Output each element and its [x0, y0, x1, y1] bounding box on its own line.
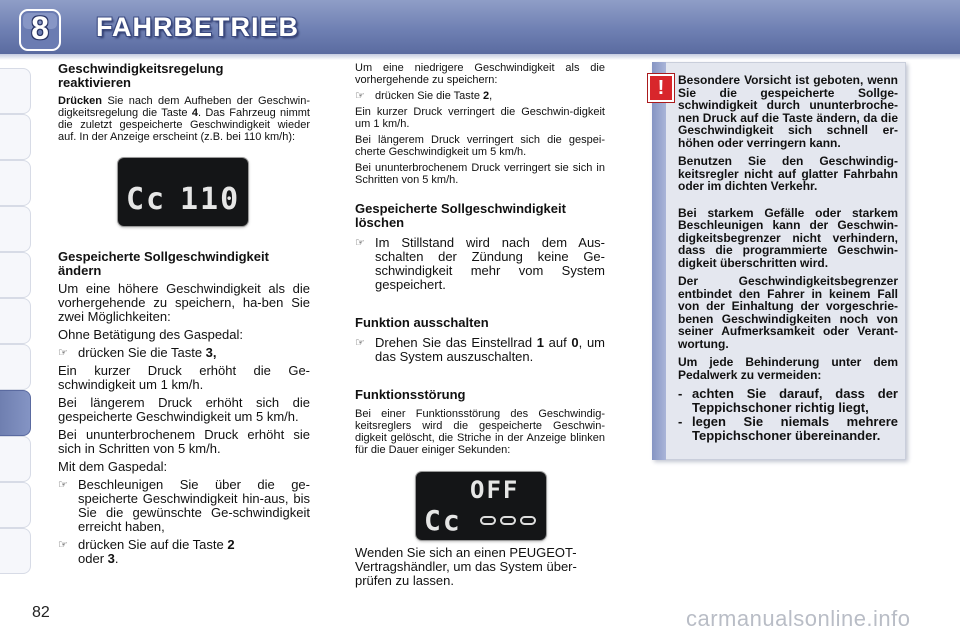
column-left	[58, 62, 310, 143]
key-number: 2	[227, 537, 235, 552]
warning-icon: !	[648, 74, 674, 102]
bullet-item	[355, 90, 605, 102]
emphasis: Drücken	[58, 95, 103, 107]
bullet-item	[58, 346, 310, 360]
pointing-hand-icon: ☞	[58, 347, 68, 359]
watermark: carmanualsonline.info	[686, 606, 911, 631]
warning-stripe	[652, 62, 666, 460]
text: ,	[489, 90, 493, 102]
text: drücken Sie die Taste	[78, 345, 206, 360]
section-heading: Funktion ausschalten	[355, 315, 489, 330]
column-left-lower	[58, 250, 310, 566]
display-cc-label: Cc	[424, 504, 462, 537]
text: .	[114, 551, 119, 566]
text: Sie nach dem Aufheben der Geschwin-digkeitsregelung die Taste	[58, 95, 310, 119]
chapter-tabs	[0, 60, 34, 580]
page-number: 82	[32, 604, 50, 621]
key-number: 2	[483, 90, 490, 102]
display-cc-label: Cc	[126, 182, 167, 217]
paragraph: Um eine niedrigere Geschwindigkeit als die vorhergehende zu speichern:	[355, 62, 605, 86]
column-middle	[355, 62, 605, 456]
warning-text	[678, 74, 898, 443]
chapter-tab[interactable]	[0, 344, 31, 390]
key-number: 4	[191, 107, 198, 119]
pointing-hand-icon: ☞	[355, 90, 365, 102]
pointing-hand-icon: ☞	[58, 539, 68, 551]
paragraph: Bei längerem Druck erhöht sich die gespeicherte Geschwindigkeit um 5 km/h.	[58, 395, 310, 424]
section-heading: Gespeicherte Sollgeschwindigkeit ändern	[58, 249, 269, 278]
dash-glyph: -	[678, 386, 683, 401]
paragraph: Ein kurzer Druck verringert die Geschwin-digkeit um 1 km/h.	[355, 106, 605, 130]
chapter-badge	[18, 8, 62, 52]
text: achten Sie darauf, dass der Teppichschoner richtig liegt,	[692, 386, 898, 415]
text: legen Sie niemals mehrere Teppichschoner übereinander.	[692, 414, 898, 443]
chapter-tab[interactable]	[0, 206, 31, 252]
pointing-hand-icon: ☞	[58, 479, 68, 491]
paragraph: Wenden Sie sich an einen PEUGEOT-Vertragshändler, um das System über-prüfen zu lassen.	[355, 545, 577, 588]
pointing-hand-icon: ☞	[355, 337, 365, 349]
pointing-hand-icon: ☞	[355, 237, 365, 249]
paragraph: Bei längerem Druck verringert sich die gespei-cherte Geschwindigkeit um 5 km/h.	[355, 134, 605, 158]
chapter-tab[interactable]	[0, 160, 31, 206]
text: drücken Sie auf die Taste	[78, 537, 228, 552]
chapter-tab[interactable]	[0, 482, 31, 528]
paragraph: Bei ununterbrochenem Druck verringert sie sich in Schritten von 5 km/h.	[355, 162, 605, 186]
text: Drehen Sie das Einstellrad	[375, 335, 537, 350]
header-shadow	[0, 54, 960, 60]
paragraph: Um eine höhere Geschwindigkeit als die vorhergehende zu speichern, ha-ben Sie zwei Möglichkeiten:	[58, 281, 310, 324]
paragraph: Bei ununterbrochenem Druck erhöht sie sich in Schritten von 5 km/h.	[58, 427, 310, 456]
chapter-tab[interactable]	[0, 68, 31, 114]
paragraph: Ohne Betätigung des Gaspedal:	[58, 327, 244, 342]
chapter-number: 8	[31, 10, 49, 46]
chapter-tab[interactable]	[0, 252, 31, 298]
text: Beschleunigen Sie über die ge-speicherte Geschwindigkeit hin-aus, bis Sie die gewünschte Ge-schwindigkeit erreicht haben,	[78, 477, 310, 534]
text: drücken Sie die Taste	[375, 90, 484, 102]
bullet-item	[355, 236, 605, 292]
dashes-indicator	[480, 516, 540, 526]
key-number: 3	[107, 551, 115, 566]
chapter-tab[interactable]	[0, 298, 31, 344]
paragraph: Bei einer Funktionsstörung des Geschwindig-keitsreglers wird die gespeicherte Geschwin-digkeit gelöscht, die Striche in der Anzeige blinken für die Dauer einiger Sekunden:	[355, 408, 605, 456]
paragraph	[58, 95, 310, 143]
key-number: 3,	[205, 345, 217, 360]
warning-paragraph: Benutzen Sie den Geschwindig-keitsregler nicht auf glatter Fahrbahn oder im dichten Verkehr.	[678, 154, 898, 193]
warning-dash-item	[678, 415, 898, 443]
paragraph: Ein kurzer Druck erhöht die Ge-schwindigkeit um 1 km/h.	[58, 363, 310, 392]
chapter-tab[interactable]	[0, 436, 31, 482]
text: , um das System auszuschalten.	[375, 335, 605, 364]
text: Im Stillstand wird nach dem Aus-schalten der Zündung keine Ge-schwindigkeit mehr vom System gespeichert.	[375, 235, 605, 292]
text: oder	[78, 551, 108, 566]
section-heading: Funktionsstörung	[355, 387, 466, 402]
bullet-item	[58, 478, 310, 534]
chapter-tab[interactable]	[0, 114, 31, 160]
column-middle-lower	[355, 546, 605, 588]
bullet-item	[58, 538, 310, 566]
paragraph: Mit dem Gaspedal:	[58, 459, 168, 474]
display-cc-110	[118, 158, 248, 226]
chapter-tab-active[interactable]	[0, 390, 31, 436]
dash-glyph: -	[678, 414, 683, 429]
key-number: 1	[536, 335, 544, 350]
chapter-tab[interactable]	[0, 528, 31, 574]
section-heading: Geschwindigkeitsregelung reaktivieren	[58, 61, 224, 90]
display-off-cc	[416, 472, 546, 540]
page-title: FAHRBETRIEB	[96, 12, 300, 42]
section-heading: Gespeicherte Sollgeschwindigkeit löschen	[355, 201, 566, 230]
text: auf	[544, 335, 572, 350]
text: . Das Fahrzeug nimmt die zuletzt gespeicherte Geschwindigkeit wieder auf. In der Anzeige erscheint (z.B. bei 110 km/h):	[58, 107, 310, 143]
display-speed-value: 110	[180, 182, 241, 217]
bullet-item	[355, 336, 605, 364]
key-number: 0	[571, 335, 579, 350]
warning-paragraph: Bei starkem Gefälle oder starkem Beschleunigen kann der Geschwin-digkeitsbegrenzer nicht verhindern, dass die programmierte Geschwin-digkeit überschritten wird.	[678, 205, 898, 270]
display-off-label: OFF	[470, 476, 520, 504]
warning-paragraph: Der Geschwindigkeitsbegrenzer entbindet den Fahrer in keinem Fall von der Einhaltung der vorgeschrie-benen Geschwindigkeiten noch von seiner Aufmerksamkeit oder Verant-wortung.	[678, 274, 898, 351]
warning-paragraph: Um jede Behinderung unter dem Pedalwerk zu vermeiden:	[678, 355, 898, 382]
warning-paragraph: Besondere Vorsicht ist geboten, wenn Sie die gespeicherte Sollge-schwindigkeit durch ununterbroche-nen Druck auf die Taste ändern, da die Geschwindigkeit sich schnell er-höhen oder verringern kann.	[678, 73, 898, 150]
warning-dash-item	[678, 387, 898, 415]
